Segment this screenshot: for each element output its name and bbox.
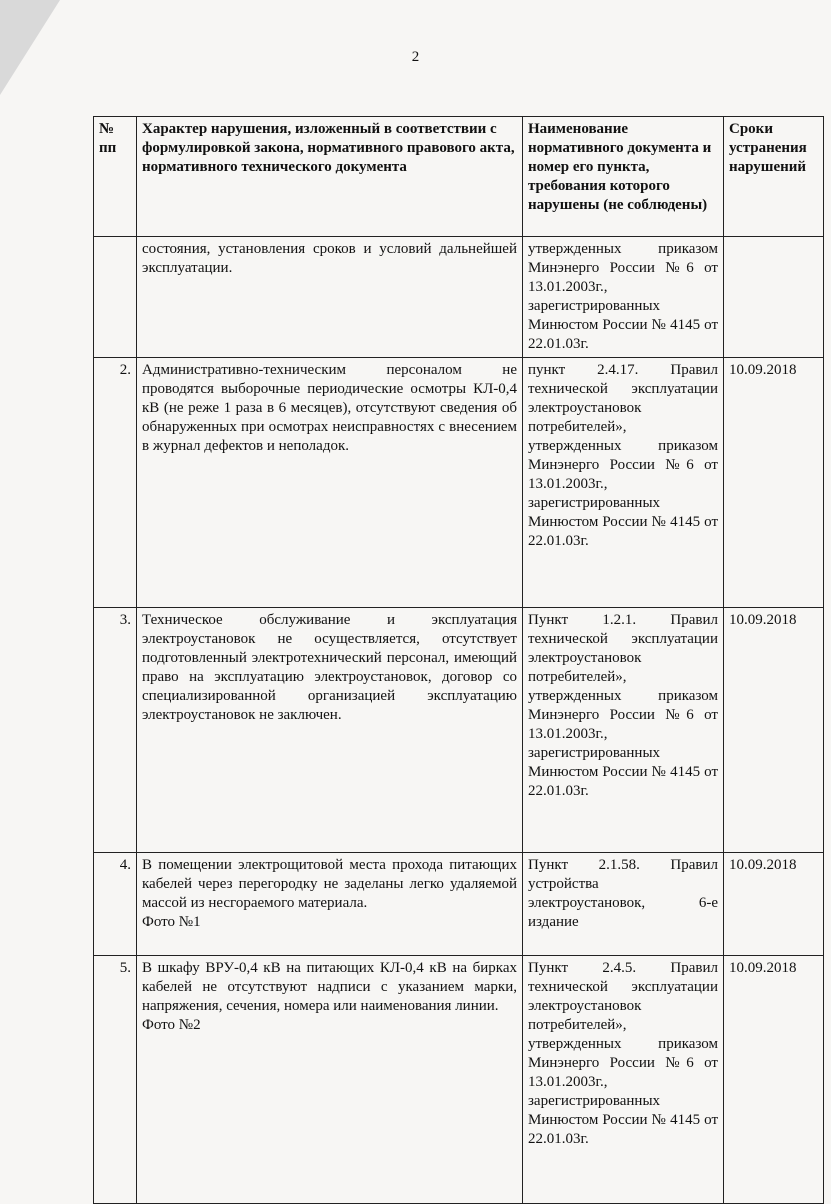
header-deadline: Сроки устранения нарушений bbox=[724, 117, 824, 237]
row-description bbox=[137, 853, 523, 956]
row-document: утвержденных приказом Минэнерго России №6 от 13.01.2003г., зарегистрированных Минюстом России № 4145 от 22.01.03г. bbox=[523, 237, 724, 358]
row-description bbox=[137, 358, 523, 608]
row-deadline bbox=[724, 237, 824, 358]
row-document: Пункт 1.2.1. Правил технической эксплуатации электроустановок потребителей», утвержденных приказом Минэнерго России №6 от 13.01.2003г., зарегистрированных Минюстом России № 4145 от 22.01.03г. bbox=[523, 608, 724, 853]
row-deadline: 10.09.2018 bbox=[724, 608, 824, 853]
row-deadline: 10.09.2018 bbox=[724, 956, 824, 1204]
row-description-text: состояния, установления сроков и условий дальнейшей эксплуатации. bbox=[142, 241, 517, 276]
table-row bbox=[94, 358, 824, 608]
table-row bbox=[94, 853, 824, 956]
header-violation-description: Характер нарушения, изложенный в соответствии с формулировкой закона, нормативного правового акта, нормативного технического документа bbox=[137, 117, 523, 237]
row-document: Пункт 2.4.5. Правил технической эксплуатации электроустановок потребителей», утвержденных приказом Минэнерго России №6 от 13.01.2003г., зарегистрированных Минюстом России № 4145 от 22.01.03г. bbox=[523, 956, 724, 1204]
row-description bbox=[137, 608, 523, 853]
table-header-row bbox=[94, 117, 824, 237]
table-row bbox=[94, 956, 824, 1204]
row-description-text: Административно-техническим персоналом не проводятся выборочные периодические осмотры КЛ-0,4 кВ (не реже 1 раза в 6 месяцев), отсутствуют сведения об обнаруженных при осмотрах неисправностях с внесением в журнал дефектов и неполадок. bbox=[142, 362, 517, 454]
row-number bbox=[94, 237, 137, 358]
page-number: 2 bbox=[411, 49, 420, 65]
photo-reference: Фото №2 bbox=[142, 1017, 201, 1033]
row-description-text: В шкафу ВРУ-0,4 кВ на питающих КЛ-0,4 кВ на бирках кабелей не отсутствуют надписи с указанием марки, напряжения, сечения, номера или наименования линии. bbox=[142, 960, 517, 1014]
photo-reference: Фото №1 bbox=[142, 914, 201, 930]
row-deadline: 10.09.2018 bbox=[724, 358, 824, 608]
row-description-text: Техническое обслуживание и эксплуатация электроустановок не осуществляется, отсутствует подготовленный электротехнический персонал, имеющий право на эксплуатацию электроустановок, договор со специализированной организацией эксплуатацию электроустановок не заключен. bbox=[142, 612, 517, 723]
row-number: 3. bbox=[94, 608, 137, 853]
row-deadline: 10.09.2018 bbox=[724, 853, 824, 956]
header-normative-document: Наименование нормативного документа и номер его пункта, требования которого нарушены (не соблюдены) bbox=[523, 117, 724, 237]
table-row bbox=[94, 237, 824, 358]
row-document: пункт 2.4.17. Правил технической эксплуатации электроустановок потребителей», утвержденных приказом Минэнерго России №6 от 13.01.2003г., зарегистрированных Минюстом России № 4145 от 22.01.03г. bbox=[523, 358, 724, 608]
row-number: 5. bbox=[94, 956, 137, 1204]
row-description-text: В помещении электрощитовой места прохода питающих кабелей через перегородку не заделаны легко удаляемой массой из несгораемого материала. bbox=[142, 857, 517, 911]
header-number: № пп bbox=[94, 117, 137, 237]
table-row bbox=[94, 608, 824, 853]
row-document: Пункт 2.1.58. Правил устройства электроустановок, 6-е издание bbox=[523, 853, 724, 956]
row-description bbox=[137, 956, 523, 1204]
row-number: 4. bbox=[94, 853, 137, 956]
row-description bbox=[137, 237, 523, 358]
violations-table bbox=[93, 116, 824, 1204]
row-number: 2. bbox=[94, 358, 137, 608]
page-corner-fold bbox=[0, 0, 60, 95]
